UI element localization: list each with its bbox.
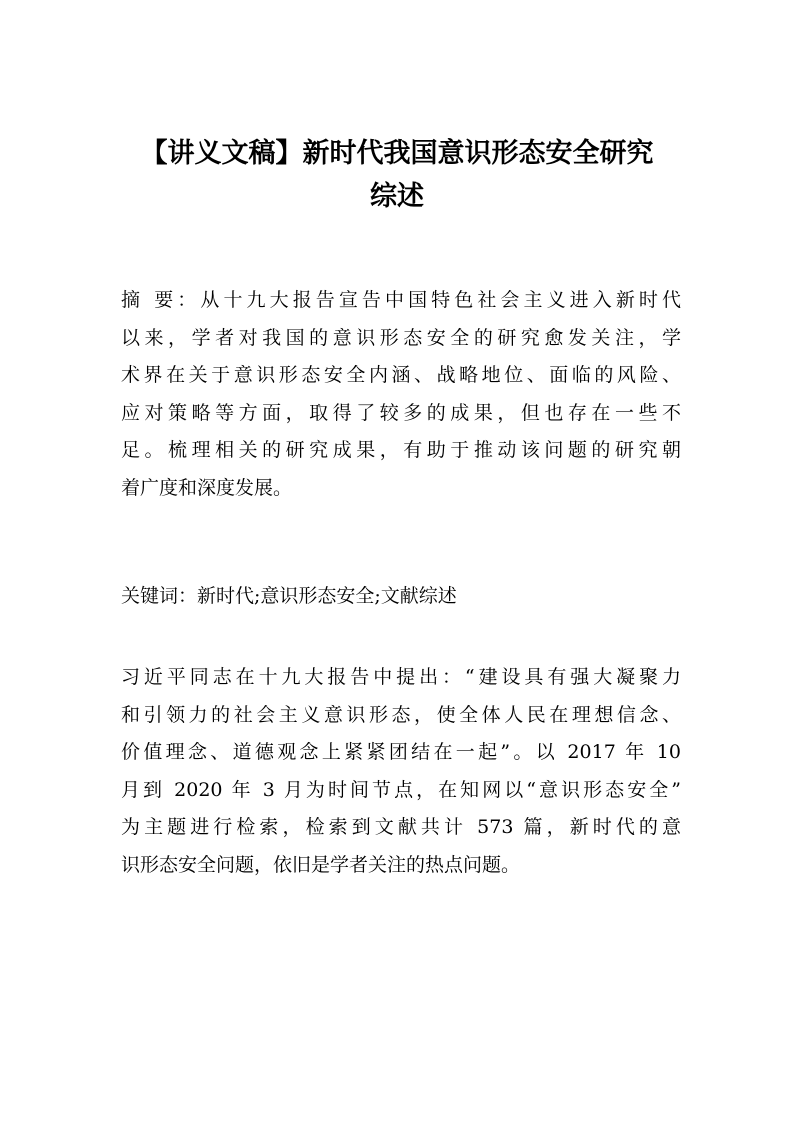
abstract-paragraph [121,282,681,507]
document-title [100,132,694,218]
keywords-line: 关键词：新时代;意识形态安全;文献综述 [121,585,457,607]
title-line: 【讲义文稿】新时代我国意识形态安全研究 [140,138,654,169]
body-line: 为主题进行检索，检索到文献共计 573 篇，新时代的意 [121,816,681,838]
abstract-line: 着广度和深度发展。 [121,476,293,499]
body-line: 月到 2020 年 3 月为时间节点，在知网以“意识形态安全” [121,778,681,801]
body-line: 习近平同志在十九大报告中提出：“建设具有强大凝聚力 [121,666,681,688]
body-line: 价值理念、道德观念上紧紧团结在一起”。以 2017 年 10 [121,741,681,763]
abstract-line: 应对策略等方面，取得了较多的成果，但也存在一些不 [121,401,681,424]
abstract-line: 足。梳理相关的研究成果，有助于推动该问题的研究朝 [121,439,681,461]
abstract-line: 术界在关于意识形态安全内涵、战略地位、面临的风险、 [121,364,681,386]
body-line: 和引领力的社会主义意识形态，使全体人民在理想信念、 [121,703,681,726]
keywords-paragraph [121,578,681,616]
body-line: 识形态安全问题，依旧是学者关注的热点问题。 [121,853,521,876]
title-line: 综述 [370,181,424,212]
body-paragraph [121,659,681,884]
abstract-line: 以来，学者对我国的意识形态安全的研究愈发关注，学 [121,326,681,349]
abstract-line: 摘 要：从十九大报告宣告中国特色社会主义进入新时代 [121,289,681,311]
